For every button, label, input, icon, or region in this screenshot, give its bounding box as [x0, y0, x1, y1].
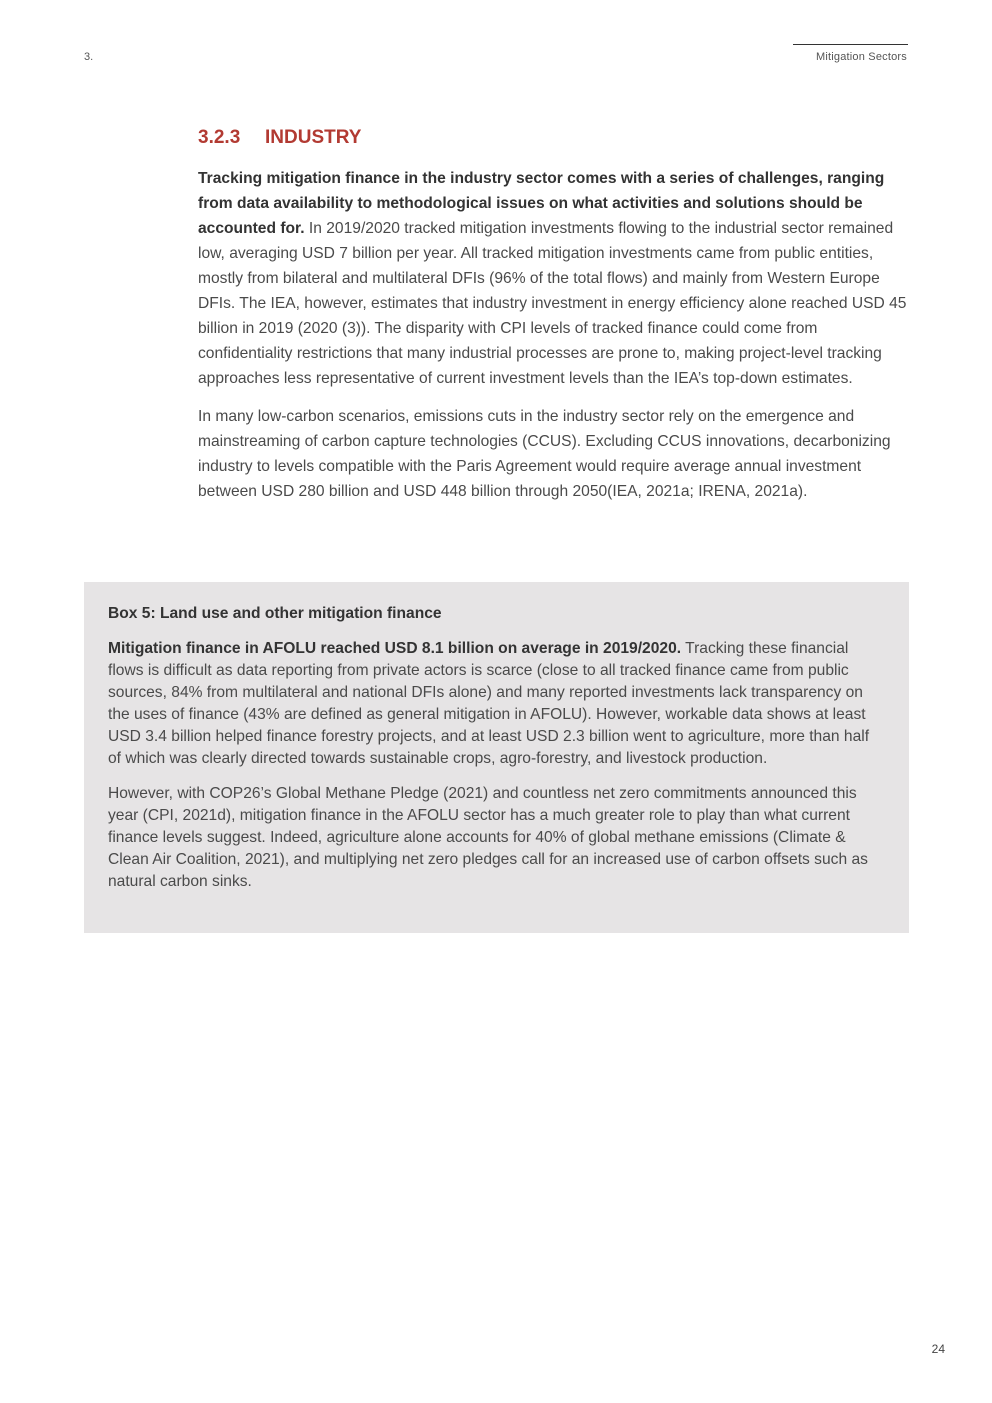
page-number: 24 [931, 1342, 945, 1356]
header-rule [793, 44, 908, 45]
box-paragraph-2: However, with COP26’s Global Methane Pledge (2021) and countless net zero commitments announced this year (CPI, 2021d), mitigation finance in the AFOLU sector has a much greater role to play than what current finance levels suggest. Indeed, agriculture alone accounts for 40% of global methane emissions (Climate & Clean Air Coalition, 2021), and multiplying net zero pledges call for an increased use of carbon offsets such as natural carbon sinks. [108, 785, 868, 890]
industry-section [198, 124, 908, 517]
box-paragraph-1-lead: Mitigation finance in AFOLU reached USD 8.1 billion on average in 2019/2020. [108, 640, 682, 657]
box-title: Box 5: Land use and other mitigation finance [108, 605, 442, 622]
box-paragraph-1 [108, 638, 885, 770]
section-title: INDUSTRY [265, 127, 362, 148]
chapter-number: 3. [84, 51, 94, 63]
box-land-use [84, 582, 909, 933]
section-paragraph-1-body: In 2019/2020 tracked mitigation investments flowing to the industrial sector remained low, averaging USD 7 billion per year. All tracked mitigation investments came from public entities, mostly from bilateral and multilateral DFIs (96% of the total flows) and mainly from Western Europe DFIs. The IEA, however, estimates that industry investment in energy efficiency alone reached USD 45 billion in 2019 (2020 (3)). The disparity with CPI levels of tracked finance could come from confidentiality restrictions that many industrial processes are prone to, making project-level tracking approaches less representative of current investment levels than the IEA’s top-down estimates. [198, 220, 907, 387]
section-number: 3.2.3 [198, 127, 241, 148]
section-paragraph-2: In many low-carbon scenarios, emissions cuts in the industry sector rely on the emergence and mainstreaming of carbon capture technologies (CCUS). Excluding CCUS innovations, decarbonizing industry to levels compatible with the Paris Agreement would require average annual investment between USD 280 billion and USD 448 billion through 2050(IEA, 2021a; IRENA, 2021a). [198, 408, 891, 500]
section-paragraph-1 [198, 166, 908, 391]
box-paragraph-1-body: Tracking these financial flows is difficult as data reporting from private actors is scarce (close to all tracked finance came from public sources, 84% from multilateral and national DFIs alone) and many reported investments lack transparency on the uses of finance (43% are defined as general mitigation in AFOLU). However, workable data shows at least USD 3.4 billion helped finance forestry projects, and at least USD 2.3 billion went to agriculture, more than half of which was clearly directed towards sustainable crops, agro-forestry, and livestock production. [108, 640, 870, 767]
chapter-title: Mitigation Sectors [815, 51, 907, 63]
section-paragraph-1-lead: Tracking mitigation finance in the industry sector comes with a series of challenges, ranging from data availability to methodological issues on what activities and solutions should be accounted for. [198, 170, 885, 237]
section-heading [198, 124, 908, 152]
